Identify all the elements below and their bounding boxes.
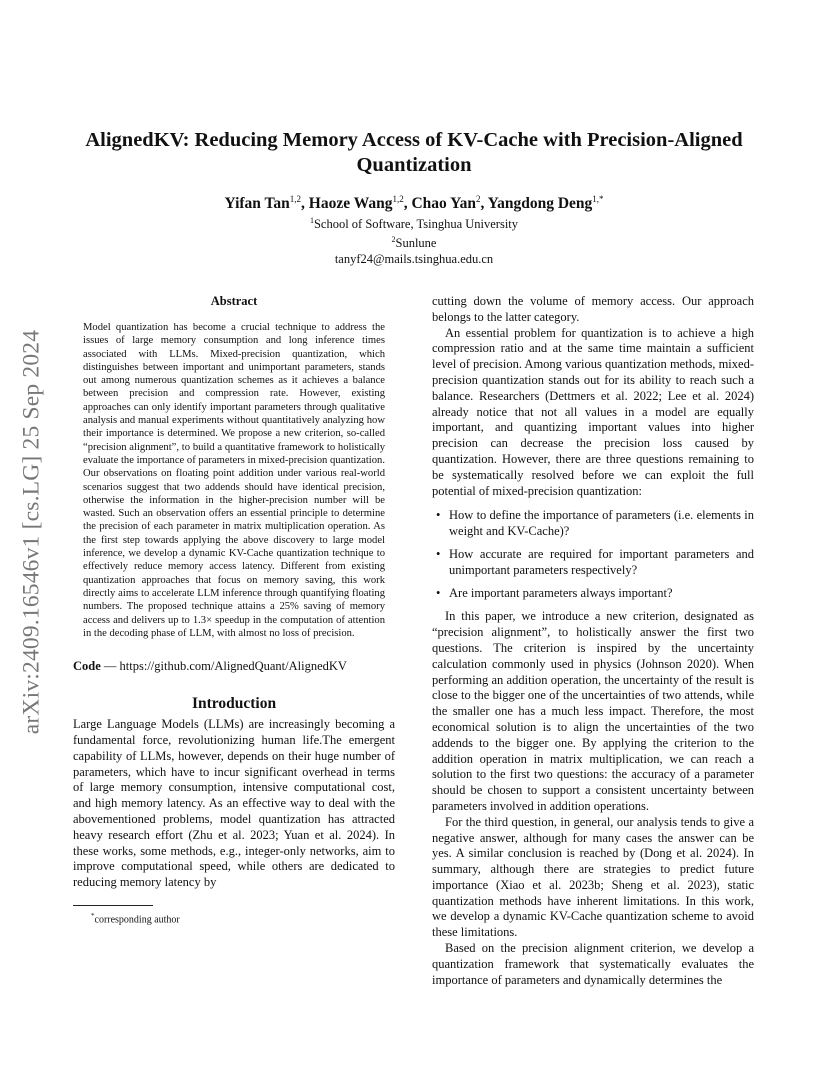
list-item	[432, 508, 754, 540]
author-affiliation-mark: 1,*	[592, 194, 604, 204]
author-name: Yangdong Deng	[487, 195, 593, 213]
arxiv-identifier	[14, 282, 50, 782]
question-list	[432, 508, 754, 601]
code-url-link[interactable]: https://github.com/AlignedQuant/AlignedKV	[119, 659, 347, 674]
author-affiliation-mark: 1,2	[392, 194, 404, 204]
list-item-text: Are important parameters always important?	[449, 585, 673, 600]
arxiv-identifier-text: arXiv:2409.16546v1 [cs.LG] 25 Sep 2024	[18, 329, 45, 735]
author-affiliation-mark: 1,2	[289, 194, 302, 204]
affiliation-mark: 2	[391, 235, 396, 245]
footnote	[91, 910, 395, 926]
bullet-icon: •	[436, 508, 441, 523]
author-list	[80, 189, 748, 214]
affiliation-text: Sunlune	[395, 236, 437, 251]
list-item-text: How to define the importance of parameters (i.e. elements in weight and KV-Cache)?	[449, 508, 754, 539]
footnote-text: corresponding author	[94, 914, 180, 926]
code-label: Code	[73, 659, 101, 674]
title-line-2: Quantization	[356, 154, 472, 176]
intro-paragraph-5: Based on the precision alignment criterion, we develop a quantization framework that systematically evaluates the importance of parameters and dynamically determines the	[432, 941, 754, 987]
affiliations	[80, 213, 748, 267]
author-separator: ,	[301, 195, 309, 213]
author-separator: ,	[403, 195, 412, 213]
author-name: Haoze Wang	[308, 195, 393, 213]
code-link-line	[73, 658, 395, 674]
affiliation-mark: 1	[309, 216, 314, 225]
contact-email[interactable]: tanyf24@mails.tsinghua.edu.cn	[334, 252, 494, 267]
bullet-icon: •	[436, 585, 441, 600]
affiliation-text: School of Software, Tsinghua University	[313, 217, 519, 232]
code-dash: —	[100, 659, 120, 674]
intro-paragraph-4: For the third question, in general, our analysis tends to give a negative answer, although for many cases the answer can be yes. A similar conclusion is reached by (Dong et al. 2024). In summary, although there are strategies to predict future importance (Xiao et al. 2023b; Sheng et al. 2023), static quantization methods have inherent limitations. In this work, we develop a dynamic KV-Cache quantization scheme to avoid these limitations.	[432, 814, 754, 940]
abstract-heading: Abstract	[210, 294, 258, 308]
title-line-1: AlignedKV: Reducing Memory Access of KV-Cache with Precision-Aligned	[85, 129, 743, 151]
author-separator: ,	[480, 195, 488, 213]
list-item-text: How accurate are required for important parameters and unimportant parameters respectively?	[449, 546, 754, 577]
author-name: Chao Yan	[411, 195, 476, 213]
intro-paragraph-3: In this paper, we introduce a new criterion, designated as “precision alignment”, to holistically answer the first two questions. The criterion is inspired by the uncertainty calculation commonly used in physics (Johnson 2020). When performing an addition operation, the uncertainty of the result is close to the bigger one of the uncertainties of two attends, while the smaller one has a much less impact. Therefore, the most economical solution is to align the uncertainties of the two addends to the bigger one. By applying the criterion to the addition operation in matrix multiplication, we can reach a solution to the first two questions: the accuracy of a parameter should be chosen to support a consistent uncertainty between parameters involved in addition operations.	[432, 609, 754, 813]
author-affiliation-mark: 2	[475, 194, 481, 204]
affiliation-line	[80, 232, 748, 251]
paper-title	[80, 128, 748, 178]
affiliation-line	[80, 213, 748, 232]
abstract-text: Model quantization has become a crucial technique to address the issues of large memory consumption and long inference times associated with LLMs. Mixed-precision quantization, which distinguishes between important and unimportant parameters, stands out among numerous quantization schemes as it achieves a balance between precision and compression rate. However, existing approaches can only identify important parameters through qualitative analysis and manual experiments without quantitatively analyzing how their importance is determined. We propose a new criterion, so-called “precision alignment”, to build a quantitative framework to holistically evaluate the importance of parameters in mixed-precision quantization. Our observations on floating point addition under various real-world scenarios suggest that two addends should have identical precision, otherwise the information in the higher-precision number will be wasted. Such an observation offers an essential principle to determine the precision of each parameter in matrix multiplication operation. As the first step towards applying the above discovery to large model inference, we develop a dynamic KV-Cache quantization technique to effectively reduce memory access latency. Different from existing quantization approaches that focus on memory saving, this work directly aims to accelerate LLM inference through quantifying floating numbers. The proposed technique attains a 25% saving of memory access and delivers up to 1.3× speedup in the computation of attention in the decoding phase of LLM, with almost no loss of precision.	[83, 322, 385, 639]
list-item	[432, 586, 754, 602]
bullet-icon: •	[436, 546, 441, 561]
intro-paragraph-2: An essential problem for quantization is to achieve a high compression ratio and at the same time maintain a sufficient level of precision. Among various quantization methods, mixed-precision quantization stands out for its ability to reach such a balance. Researchers (Dettmers et al. 2022; Lee et al. 2024) already notice that not all values in a model are equally important, and quantizing important values into higher precision can decrease the precision loss caused by quantization. However, there are three questions remaining to be systematically resolved before we can exploit the full potential of mixed-precision quantization:	[432, 325, 754, 498]
footnote-mark: *	[91, 911, 95, 920]
intro-paragraph-1: Large Language Models (LLMs) are increasingly becoming a fundamental force, revolutionizing human life.The emergent capability of LLMs, however, depends on their huge number of parameters, which have to incur significant overhead in terms of large memory consumption, intensive computational cost, and high memory latency. As an effective way to deal with the abovementioned problems, model quantization has attracted heavy research effort (Zhu et al. 2023; Yuan et al. 2024). In these works, some methods, e.g., integer-only networks, aim to improve computational speed, while others are dedicated to reducing memory latency by	[73, 717, 395, 890]
footnote-divider	[73, 905, 153, 906]
intro-paragraph-continued: cutting down the volume of memory access. Our approach belongs to the latter category.	[432, 294, 754, 324]
right-column	[432, 294, 754, 988]
list-item	[432, 547, 754, 579]
introduction-heading: Introduction	[191, 695, 277, 713]
left-column	[73, 293, 395, 926]
author-name: Yifan Tan	[224, 195, 290, 213]
